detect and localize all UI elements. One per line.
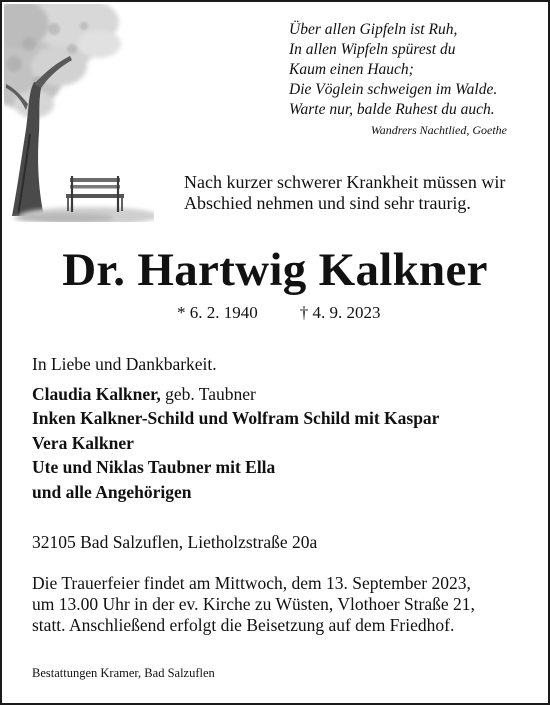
mourner-entry xyxy=(32,406,532,431)
poem xyxy=(289,20,539,139)
death-date: † 4. 9. 2023 xyxy=(299,303,381,322)
funeral-line: um 13.00 Uhr in der ev. Kirche zu Wüsten, Vlothoer Straße 21, xyxy=(32,594,475,614)
mourner-name: Vera Kalkner xyxy=(32,432,134,453)
mourner-name: Ute und Niklas Taubner mit Ella xyxy=(32,457,276,477)
undertaker-credit: Bestattungen Kramer, Bad Salzuflen xyxy=(32,666,215,680)
bench-icon xyxy=(66,176,124,212)
mourner-entry xyxy=(32,480,532,505)
spouse-maiden-name: geb. Taubner xyxy=(160,383,256,404)
funeral-line: statt. Anschließend erfolgt die Beisetzung auf dem Friedhof. xyxy=(32,615,455,635)
address: 32105 Bad Salzuflen, Lietholzstraße 20a xyxy=(32,532,318,552)
spouse-line xyxy=(32,382,532,407)
funeral-line: Die Trauerfeier findet am Mittwoch, dem 13. September 2023, xyxy=(32,573,471,593)
life-dates xyxy=(177,302,437,324)
mourner-entry xyxy=(32,431,532,456)
poem-line: Warte nur, balde Ruhest du auch. xyxy=(289,101,495,118)
poem-source: Wandrers Nachtlied, Goethe xyxy=(370,123,507,137)
spouse-name: Claudia Kalkner, xyxy=(32,383,161,404)
intro-line: Abschied nehmen und sind sehr traurig. xyxy=(184,193,471,213)
poem-line: In allen Wipfeln spürest du xyxy=(289,41,456,58)
poem-line: Die Vöglein schweigen im Walde. xyxy=(289,81,498,98)
salutation: In Liebe und Dankbarkeit. xyxy=(32,354,217,374)
mourner-entry xyxy=(32,455,532,480)
intro-line: Nach kurzer schwerer Krankheit müssen wir xyxy=(184,172,506,192)
intro-text xyxy=(184,172,524,214)
deceased-name: Dr. Hartwig Kalkner xyxy=(62,244,488,296)
mourner-name: Inken Kalkner-Schild und Wolfram Schild mit Kaspar xyxy=(32,408,440,428)
poem-line: Kaum einen Hauch; xyxy=(289,61,414,78)
birth-date: * 6. 2. 1940 xyxy=(177,303,258,322)
mourners-list xyxy=(32,352,532,504)
tree-and-bench-illustration xyxy=(4,4,154,222)
poem-line: Über allen Gipfeln ist Ruh, xyxy=(289,21,458,38)
mourner-name: und alle Angehörigen xyxy=(32,481,192,502)
funeral-details xyxy=(32,573,532,636)
